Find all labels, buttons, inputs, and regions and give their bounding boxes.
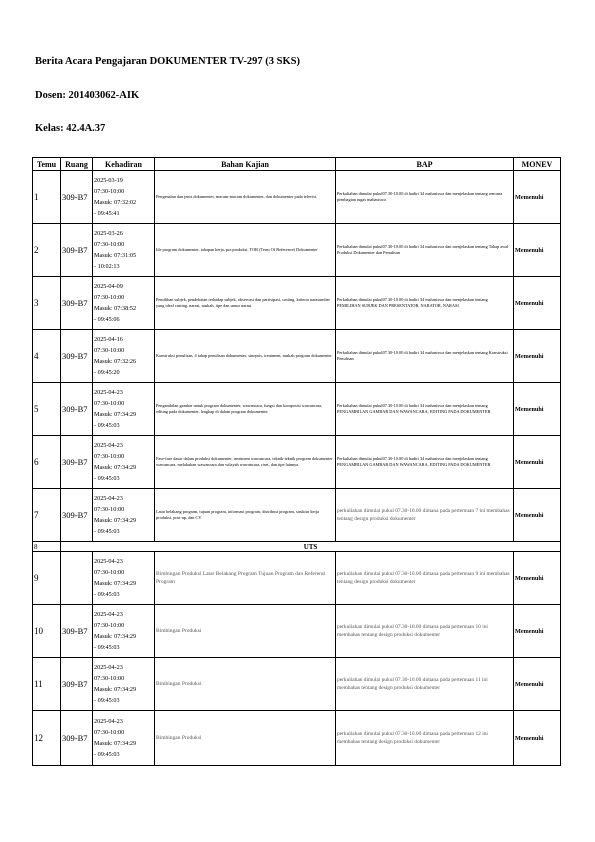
attendance-cell: [93, 330, 155, 383]
room-cell: 309-B7: [61, 436, 93, 489]
table-row: [33, 605, 561, 658]
monev-cell: Memenuhi: [514, 224, 561, 277]
row-number: 7: [33, 489, 61, 542]
study-material-cell: Bimbingan Produksi: [155, 605, 336, 658]
monev-cell: Memenuhi: [514, 711, 561, 766]
attendance-date: 2025-04-23: [94, 718, 123, 725]
attendance-masuk: Masuk: 07:32:02: [94, 199, 137, 206]
bap-cell: Perkuliahan dimulai pukul07.30-10.00 di hadiri 34 mahasiswa dan menjelaskan tentang PENGAMBILAN GAMBAR DAN WAWANCARA, EDITING PADA DOKUMENTER: [336, 436, 514, 489]
study-material-cell: Konstruksi penulisan, 4 tahap penulisan dokumenter, sinopsis, treatment, naskah program dokumenter.: [155, 330, 336, 383]
attendance-date: 2025-03-26: [94, 230, 123, 237]
uts-row: [33, 542, 561, 552]
attendance-masuk: Masuk: 07:34:29: [94, 464, 137, 471]
row-number: 3: [33, 277, 61, 330]
attendance-masuk: Masuk: 07:34:29: [94, 411, 137, 418]
attendance-time: 07:30-10:00: [94, 675, 125, 682]
attendance-date: 2025-04-23: [94, 442, 123, 449]
attendance-time: 07:30-10:00: [94, 294, 125, 301]
attendance-date: 2025-04-23: [94, 389, 123, 396]
attendance-cell: [93, 711, 155, 766]
bap-cell: perkuliahan dimulai pukul 07.30-10.00 dimana pada pertemuan 12 ini membahas tentang design produksi dokumenter: [336, 711, 514, 766]
attendance-keluar: - 10:02:13: [94, 263, 120, 270]
monev-cell: Memenuhi: [514, 552, 561, 605]
col-header-temu: Temu: [33, 158, 61, 171]
attendance-time: 07:30-10:00: [94, 729, 125, 736]
attendance-keluar: - 09:45:03: [94, 697, 120, 704]
attendance-date: 2025-04-23: [94, 495, 123, 502]
room-cell: [61, 552, 93, 605]
attendance-date: 2025-04-09: [94, 283, 123, 290]
table-row: [33, 330, 561, 383]
row-number: 2: [33, 224, 61, 277]
monev-cell: Memenuhi: [514, 658, 561, 711]
attendance-cell: [93, 171, 155, 224]
attendance-date: 2025-04-23: [94, 611, 123, 618]
table-row: [33, 277, 561, 330]
attendance-keluar: - 09:45:20: [94, 369, 120, 376]
document-title: Berita Acara Pengajaran DOKUMENTER TV-297 (3 SKS): [35, 56, 301, 67]
attendance-cell: [93, 605, 155, 658]
monev-cell: Memenuhi: [514, 277, 561, 330]
table-header-row: [33, 158, 561, 171]
study-material-cell: Bimbingan Produksi: [155, 658, 336, 711]
attendance-cell: [93, 383, 155, 436]
attendance-keluar: - 09:45:03: [94, 422, 120, 429]
row-number: 8: [33, 542, 61, 552]
attendance-time: 07:30-10:00: [94, 453, 125, 460]
attendance-masuk: Masuk: 07:34:29: [94, 517, 137, 524]
attendance-date: 2025-04-16: [94, 336, 123, 343]
attendance-time: 07:30-10:00: [94, 569, 125, 576]
row-number: 9: [33, 552, 61, 605]
study-material-cell: Fase-fase dasar dalam produksi dokumenter, treatment wawancara, teknik-teknik program dokumenter wawancara, melakukan wawancara dan wilayah wawancara, riset, dan tipe lainnya.: [155, 436, 336, 489]
table-row: [33, 171, 561, 224]
class-id: Kelas: 42.4A.37: [35, 123, 106, 134]
attendance-keluar: - 09:45:03: [94, 475, 120, 482]
attendance-time: 07:30-10:00: [94, 347, 125, 354]
table-row: [33, 552, 561, 605]
room-cell: 309-B7: [61, 658, 93, 711]
bap-cell: Perkuliahan dimulai pukul07.30-10.00 di hadiri 34 mahasiswa dan menjelaskan tentang PEMILIHAN SUBJEK DAN PRESENTATOR, NARATOR, NARASI: [336, 277, 514, 330]
study-material-cell: Pengambilan gambar untuk program dokumenter, wawancara, fungsi dan komposisi wawancara, editing pada dokumenter, lengkap di dalam program dokumenter.: [155, 383, 336, 436]
uts-label: UTS: [61, 542, 561, 552]
room-cell: 309-B7: [61, 171, 93, 224]
attendance-masuk: Masuk: 07:34:29: [94, 633, 137, 640]
room-cell: 309-B7: [61, 605, 93, 658]
row-number: 4: [33, 330, 61, 383]
bap-cell: Perkuliahan dimulai pukul07.30-10.00 di hadiri 34 mahasiswa dan menjelaskan tentang Konstruksi Penulisan: [336, 330, 514, 383]
bap-cell: perkuliahan dimulai pukul 07.30-10.00 dimana pada pertemuan 11 ini membahas tentang design produksi dokumenter: [336, 658, 514, 711]
study-material-cell: Bimbingan Produksi Latar Belakang Program Tujuan Program dan Referensi Program: [155, 552, 336, 605]
row-number: 5: [33, 383, 61, 436]
room-cell: 309-B7: [61, 277, 93, 330]
attendance-masuk: Masuk: 07:34:29: [94, 740, 137, 747]
room-cell: 309-B7: [61, 489, 93, 542]
row-number: 10: [33, 605, 61, 658]
attendance-keluar: - 09:45:41: [94, 210, 120, 217]
table-row: [33, 658, 561, 711]
col-header-kehadiran: Kehadiran: [93, 158, 155, 171]
attendance-masuk: Masuk: 07:34:29: [94, 580, 137, 587]
table-row: [33, 224, 561, 277]
row-number: 11: [33, 658, 61, 711]
row-number: 12: [33, 711, 61, 766]
attendance-cell: [93, 224, 155, 277]
study-material-cell: Pemilihan subjek, pendekatan terhadap subjek, observasi dan partisipasi, casting, kriteria narasumber yang ideal casting, narasi, naskah, tipe dan unsur narasi.: [155, 277, 336, 330]
table-row: [33, 711, 561, 766]
table-row: [33, 436, 561, 489]
attendance-masuk: Masuk: 07:31:05: [94, 252, 137, 259]
study-material-cell: Bimbingan Produksi: [155, 711, 336, 766]
attendance-keluar: - 09:45:06: [94, 316, 120, 323]
attendance-masuk: Masuk: 07:38:52: [94, 305, 137, 312]
monev-cell: Memenuhi: [514, 605, 561, 658]
attendance-cell: [93, 552, 155, 605]
attendance-cell: [93, 436, 155, 489]
attendance-date: 2025-04-23: [94, 558, 123, 565]
room-cell: 309-B7: [61, 383, 93, 436]
monev-cell: Memenuhi: [514, 171, 561, 224]
col-header-bahan-kajian: Bahan Kajian: [155, 158, 336, 171]
attendance-date: 2025-04-23: [94, 664, 123, 671]
attendance-time: 07:30-10:00: [94, 241, 125, 248]
lecturer-id: Dosen: 201403062-AIK: [35, 90, 140, 101]
bap-cell: perkuliahan dimulai pukul 07.30-10.00 dimana pada pertemuan 10 ini membahas tentang design produksi dokumenter: [336, 605, 514, 658]
attendance-cell: [93, 489, 155, 542]
attendance-time: 07:30-10:00: [94, 506, 125, 513]
room-cell: 309-B7: [61, 224, 93, 277]
attendance-time: 07:30-10:00: [94, 188, 125, 195]
col-header-monev: MONEV: [514, 158, 561, 171]
monev-cell: Memenuhi: [514, 436, 561, 489]
attendance-masuk: Masuk: 07:32:26: [94, 358, 137, 365]
table-row: [33, 383, 561, 436]
row-number: 6: [33, 436, 61, 489]
attendance-cell: [93, 658, 155, 711]
col-header-ruang: Ruang: [61, 158, 93, 171]
room-cell: 309-B7: [61, 330, 93, 383]
attendance-keluar: - 09:45:03: [94, 751, 120, 758]
row-number: 1: [33, 171, 61, 224]
attendance-keluar: - 09:45:03: [94, 528, 120, 535]
attendance-time: 07:30-10:00: [94, 400, 125, 407]
study-material-cell: Pengenalan dan jenis dokumenter, macam-macam dokumenter, dan dokumenter pada televisi.: [155, 171, 336, 224]
bap-cell: perkuliahan dimulai pukul 07.30-10.00 dimana pada pertemuan 7 ini membahas tentang design produksi dokumenter: [336, 489, 514, 542]
attendance-time: 07:30-10:00: [94, 622, 125, 629]
attendance-keluar: - 09:45:03: [94, 591, 120, 598]
table-row: [33, 489, 561, 542]
bap-cell: Perkuliahan dimulai pukul07.30-10.00 di hadiri 34 mahasiswa dan menjelaskan tentang Tahap awal Produksi Dokumenter dan Penulisan: [336, 224, 514, 277]
attendance-keluar: - 09:45:03: [94, 644, 120, 651]
monev-cell: Memenuhi: [514, 383, 561, 436]
study-material-cell: Ide program dokumenter, tahapan kerja, pra produksi, TOR (Term Of Reference) Dokumenter: [155, 224, 336, 277]
bap-cell: perkuliahan dimulai pukul 07.30-10.00 dimana pada pertemuan 9 ini membahas tentang design produksi dokumenter: [336, 552, 514, 605]
room-cell: 309-B7: [61, 711, 93, 766]
teaching-record-table: [32, 157, 561, 766]
attendance-date: 2025-03-19: [94, 177, 123, 184]
col-header-bap: BAP: [336, 158, 514, 171]
attendance-cell: [93, 277, 155, 330]
monev-cell: Memenuhi: [514, 489, 561, 542]
monev-cell: Memenuhi: [514, 330, 561, 383]
study-material-cell: Latar belakang program, tujuan program, informasi program, distribusi program, struktur kerja produksi, post-up, dan CV: [155, 489, 336, 542]
bap-cell: Perkuliahan dimulai pukul07.30-10.00 di hadiri 34 mahasiswa dan menjelaskan tentang rencana pembagian tugas mahasiswa: [336, 171, 514, 224]
bap-cell: Perkuliahan dimulai pukul07.30-10.00 di hadiri 34 mahasiswa dan menjelaskan tentang PENGAMBILAN GAMBAR DAN WAWANCARA, EDITING PADA DOKUMENTER: [336, 383, 514, 436]
attendance-masuk: Masuk: 07:34:29: [94, 686, 137, 693]
